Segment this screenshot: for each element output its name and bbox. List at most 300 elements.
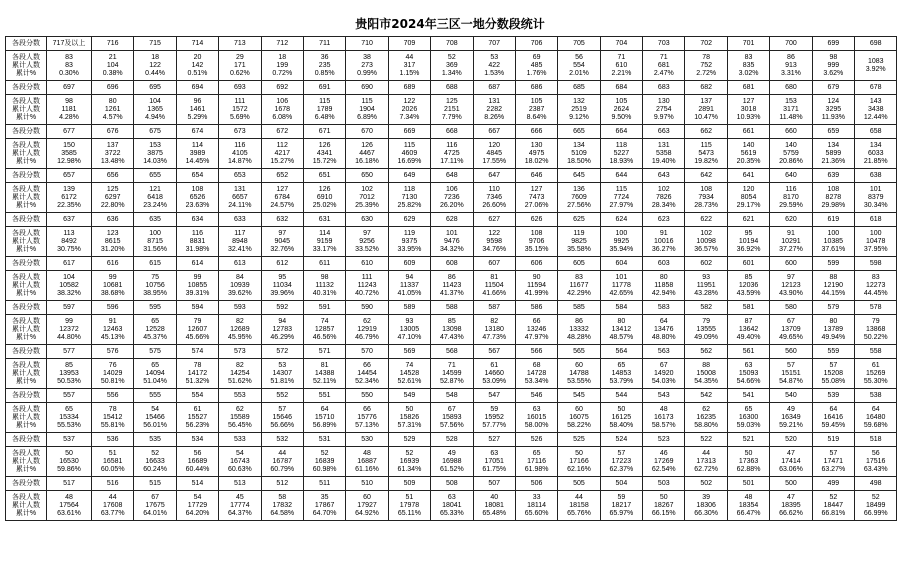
cumulative-value: 2754: [655, 105, 672, 113]
cumulative-value: 12190: [823, 281, 844, 289]
row-label-count: 各段人数: [12, 493, 40, 501]
data-cell: [855, 491, 897, 521]
cumulative-value: 16125: [611, 413, 632, 421]
count-value: 57: [278, 405, 287, 413]
cumulative-value: 13868: [865, 325, 886, 333]
count-value: 83: [65, 53, 73, 61]
score-cell: 514: [176, 477, 218, 491]
score-cell: 687: [473, 81, 515, 95]
count-value: 108: [827, 185, 840, 193]
score-cell: 683: [643, 81, 685, 95]
cumulative-value: 17675: [145, 501, 165, 509]
count-value: 91: [108, 317, 117, 325]
score-cell: 528: [431, 433, 473, 447]
cumulative-value: 8278: [825, 193, 842, 201]
cumulative-value: 554: [573, 61, 585, 69]
cumulative-value: 15334: [59, 413, 79, 421]
cumulative-value: 16530: [59, 457, 79, 465]
percent-value: 22.35%: [57, 201, 81, 209]
score-cell: 662: [685, 125, 727, 139]
cumulative-value: 3295: [825, 105, 842, 113]
count-value: 50: [617, 405, 626, 413]
percent-value: 0.72%: [272, 69, 293, 77]
percent-value: 36.27%: [651, 245, 676, 253]
count-value: 134: [827, 141, 840, 149]
data-cell: [855, 139, 897, 169]
percent-value: 25.39%: [355, 201, 379, 209]
data-cell: [92, 139, 134, 169]
score-cell: 696: [92, 81, 134, 95]
count-value: 88: [702, 361, 711, 369]
score-cell: 562: [685, 345, 727, 359]
cumulative-value: 13789: [823, 325, 844, 333]
data-cell: [855, 403, 897, 433]
score-cell: 599: [812, 257, 854, 271]
score-cell: 680: [770, 81, 812, 95]
cumulative-value: 16581: [102, 457, 123, 465]
score-cell: 628: [431, 213, 473, 227]
data-cell: [600, 227, 642, 257]
cumulative-value: 369: [445, 61, 458, 69]
cumulative-value: 913: [785, 61, 797, 69]
cumulative-value: 1789: [316, 105, 333, 113]
percent-value: 62.54%: [651, 465, 676, 473]
data-cell: [219, 315, 261, 345]
cumulative-value: 12857: [314, 325, 335, 333]
score-cell: 656: [92, 169, 134, 183]
count-value: 40: [490, 493, 499, 501]
cumulative-value: 4725: [444, 149, 460, 157]
count-value: 50: [659, 493, 668, 501]
percent-value: 46.56%: [312, 333, 337, 341]
score-cell: 706: [515, 37, 557, 51]
data-cell: [176, 183, 218, 213]
data-cell: [388, 95, 430, 125]
cumulative-value: 14029: [102, 369, 123, 377]
data-cell: [812, 139, 854, 169]
count-value: 48: [659, 405, 668, 413]
data-cell: [134, 183, 176, 213]
percent-value: 56.45%: [227, 421, 252, 429]
data-cell: [47, 51, 92, 81]
cumulative-value: 16939: [399, 457, 420, 465]
count-value: 101: [869, 185, 882, 193]
data-cell: [770, 51, 812, 81]
cumulative-value: 171: [234, 61, 246, 69]
percent-value: 21.85%: [863, 157, 888, 165]
data-row-labels: [6, 491, 47, 521]
count-value: 116: [234, 141, 246, 149]
data-cell: [47, 359, 92, 389]
cumulative-value: 14254: [230, 369, 250, 377]
data-cell: [855, 359, 897, 389]
percent-value: 65.33%: [439, 509, 464, 517]
score-row: [6, 257, 897, 271]
score-row-label: 各段分数: [6, 37, 47, 51]
cumulative-value: 15412: [102, 413, 123, 421]
score-cell: 517: [47, 477, 92, 491]
data-cell: [515, 227, 557, 257]
data-cell: [600, 315, 642, 345]
data-cell: [600, 271, 642, 301]
data-cell: [727, 359, 769, 389]
cumulative-value: 18041: [442, 501, 462, 509]
data-cell: [388, 447, 430, 477]
percent-value: 4.57%: [102, 113, 123, 121]
percent-value: 16.18%: [355, 157, 379, 165]
data-cell: [855, 95, 897, 125]
cumulative-value: 15589: [230, 413, 250, 421]
count-value: 127: [742, 97, 755, 105]
count-value: 65: [744, 405, 753, 413]
cumulative-value: 5619: [740, 149, 757, 157]
percent-value: 9.50%: [611, 113, 632, 121]
score-cell: 591: [303, 301, 345, 315]
percent-value: 64.37%: [227, 509, 252, 517]
score-cell: 525: [558, 433, 600, 447]
row-label-pct: 累计%: [15, 289, 37, 297]
score-cell: 505: [558, 477, 600, 491]
percent-value: 3.31%: [781, 69, 801, 77]
data-cell: [303, 491, 345, 521]
percent-value: 47.97%: [524, 333, 549, 341]
score-cell: 642: [685, 169, 727, 183]
percent-value: 58.40%: [609, 421, 634, 429]
data-cell: [473, 491, 515, 521]
score-cell: 664: [600, 125, 642, 139]
score-cell: 558: [855, 345, 897, 359]
score-cell: 671: [303, 125, 345, 139]
count-value: 63: [490, 449, 499, 457]
count-value: 57: [787, 361, 795, 369]
data-cell: [388, 139, 430, 169]
score-cell: 524: [600, 433, 642, 447]
percent-value: 6.89%: [357, 113, 377, 121]
cumulative-value: 6172: [61, 193, 77, 201]
data-row-labels: [6, 139, 47, 169]
score-cell: 582: [685, 301, 727, 315]
count-value: 58: [278, 493, 287, 501]
data-cell: [770, 403, 812, 433]
count-value: 120: [488, 141, 501, 149]
count-value: 57: [829, 449, 838, 457]
data-cell: [431, 139, 473, 169]
cumulative-value: 15208: [823, 369, 844, 377]
score-cell: 498: [855, 477, 897, 491]
cumulative-value: 15527: [187, 413, 208, 421]
row-label-count: 各段人数: [12, 273, 40, 281]
data-cell: [515, 139, 557, 169]
data-cell: [727, 315, 769, 345]
percent-value: 56.23%: [185, 421, 210, 429]
data-cell: [431, 227, 473, 257]
cumulative-value: 15151: [781, 369, 801, 377]
percent-value: 57.56%: [439, 421, 464, 429]
row-label-count: 各段人数: [12, 405, 40, 413]
score-row-label: 各段分数: [6, 125, 47, 139]
percent-value: 65.11%: [397, 509, 422, 517]
count-value: 82: [490, 317, 499, 325]
count-value: 118: [403, 185, 416, 193]
percent-value: 52.34%: [355, 377, 379, 385]
percent-value: 24.57%: [270, 201, 295, 209]
cumulative-value: 15008: [696, 369, 716, 377]
count-value: 46: [659, 449, 668, 457]
score-cell: 623: [643, 213, 685, 227]
data-cell: [388, 227, 430, 257]
cumulative-value: 13246: [526, 325, 547, 333]
count-value: 98: [320, 273, 329, 281]
count-value: 98: [65, 97, 73, 105]
cumulative-value: 8170: [783, 193, 799, 201]
percent-value: 37.61%: [821, 245, 846, 253]
cumulative-value: 4609: [401, 149, 418, 157]
percent-value: 35.15%: [524, 245, 549, 253]
percent-value: 12.44%: [863, 113, 888, 121]
count-value: 71: [659, 53, 668, 61]
row-label-cum: 累计人数: [12, 325, 40, 333]
cumulative-value: 6657: [232, 193, 248, 201]
score-cell: 632: [261, 213, 303, 227]
data-cell: [303, 227, 345, 257]
cumulative-value: 4467: [359, 149, 375, 157]
score-cell: 636: [92, 213, 134, 227]
data-cell: [219, 403, 261, 433]
data-cell: [855, 447, 897, 477]
percent-value: 39.96%: [270, 289, 295, 297]
percent-value: 26.60%: [482, 201, 507, 209]
score-cell: 669: [388, 125, 430, 139]
row-label-pct: 累计%: [15, 113, 37, 121]
percent-value: 45.37%: [143, 333, 167, 341]
cumulative-value: 12372: [59, 325, 79, 333]
score-cell: 692: [261, 81, 303, 95]
score-cell: 520: [770, 433, 812, 447]
count-value: 110: [488, 185, 500, 193]
percent-value: 27.56%: [567, 201, 591, 209]
data-cell: [431, 359, 473, 389]
percent-value: 56.89%: [312, 421, 337, 429]
count-value: 108: [191, 185, 204, 193]
cumulative-value: 4845: [486, 149, 502, 157]
cumulative-value: 9045: [274, 237, 291, 245]
percent-value: 64.01%: [143, 509, 167, 517]
score-cell: 711: [303, 37, 345, 51]
score-cell: 698: [855, 37, 897, 51]
data-row-labels: [6, 315, 47, 345]
percent-value: 46.79%: [355, 333, 379, 341]
count-value: 44: [702, 449, 711, 457]
count-value: 81: [490, 273, 499, 281]
score-cell: 674: [176, 125, 218, 139]
count-value: 122: [488, 229, 501, 237]
cumulative-value: 9706: [528, 237, 545, 245]
cumulative-value: 6297: [104, 193, 121, 201]
cumulative-value: 2624: [613, 105, 630, 113]
percent-value: 50.81%: [100, 377, 125, 385]
score-cell: 535: [134, 433, 176, 447]
count-value: 117: [234, 229, 246, 237]
percent-value: 60.44%: [185, 465, 210, 473]
percent-value: 33.17%: [312, 245, 337, 253]
count-value: 48: [363, 449, 371, 457]
cumulative-value: 104: [106, 61, 119, 69]
percent-value: 2.21%: [611, 69, 632, 77]
data-cell: [176, 227, 218, 257]
cumulative-value: 17051: [484, 457, 504, 465]
data-cell: [473, 447, 515, 477]
score-row-label: 各段分数: [6, 213, 47, 227]
cumulative-value: 15710: [314, 413, 335, 421]
score-cell: 618: [855, 213, 897, 227]
percent-value: 63.61%: [57, 509, 81, 517]
cumulative-value: 11337: [399, 281, 419, 289]
cumulative-value: 3585: [61, 149, 77, 157]
cumulative-value: 18114: [527, 501, 547, 509]
data-cell: [134, 227, 176, 257]
percent-value: 11.93%: [821, 113, 845, 121]
percent-value: 58.22%: [567, 421, 591, 429]
score-distribution-table: [5, 36, 897, 521]
data-cell: [685, 227, 727, 257]
count-value: 100: [827, 229, 840, 237]
count-value: 100: [869, 229, 882, 237]
score-cell: 597: [47, 301, 92, 315]
count-value: 122: [403, 97, 416, 105]
percent-value: 20.86%: [779, 157, 803, 165]
count-value: 53: [278, 361, 287, 369]
data-cell: [727, 139, 769, 169]
count-value: 130: [530, 141, 543, 149]
cumulative-value: 6418: [147, 193, 163, 201]
count-value: 44: [108, 493, 117, 501]
score-cell: 651: [303, 169, 345, 183]
score-cell: 661: [727, 125, 769, 139]
count-value: 60: [575, 361, 583, 369]
score-cell: 705: [558, 37, 600, 51]
count-value: 153: [785, 97, 797, 105]
count-value: 153: [149, 141, 161, 149]
score-cell: 717及以上: [47, 37, 92, 51]
cumulative-value: 12919: [357, 325, 377, 333]
count-value: 104: [149, 97, 161, 105]
score-cell: 538: [855, 389, 897, 403]
data-row: [6, 51, 897, 81]
data-cell: [92, 183, 134, 213]
score-cell: 500: [770, 477, 812, 491]
percent-value: 62.16%: [567, 465, 591, 473]
score-cell: 499: [812, 477, 854, 491]
count-value: 104: [63, 273, 75, 281]
count-value: 96: [193, 97, 202, 105]
cumulative-value: 10385: [823, 237, 844, 245]
count-value: 79: [193, 317, 202, 325]
data-cell: [176, 491, 218, 521]
cumulative-value: 16988: [442, 457, 462, 465]
data-cell: [727, 227, 769, 257]
score-cell: 700: [770, 37, 812, 51]
count-value: 64: [320, 405, 329, 413]
data-cell: [600, 447, 642, 477]
percent-value: 45.95%: [227, 333, 252, 341]
data-cell: [600, 51, 642, 81]
count-value: 102: [361, 185, 373, 193]
data-cell: [685, 95, 727, 125]
count-value: 50: [65, 449, 73, 457]
cumulative-value: 17269: [654, 457, 674, 465]
cumulative-value: 7012: [359, 193, 375, 201]
score-cell: 703: [643, 37, 685, 51]
row-label-count: 各段人数: [12, 141, 40, 149]
percent-value: 39.31%: [185, 289, 210, 297]
data-row-labels: [6, 359, 47, 389]
score-cell: 643: [643, 169, 685, 183]
data-cell: [176, 95, 218, 125]
score-cell: 602: [685, 257, 727, 271]
score-cell: 694: [176, 81, 218, 95]
row-label-cum: 累计人数: [12, 413, 40, 421]
count-value: 50: [405, 405, 414, 413]
cumulative-value: 15466: [145, 413, 165, 421]
data-cell: [92, 271, 134, 301]
percent-value: 57.13%: [355, 421, 379, 429]
score-cell: 716: [92, 37, 134, 51]
count-value: 36: [320, 53, 329, 61]
score-cell: 699: [812, 37, 854, 51]
cumulative-value: 17313: [696, 457, 716, 465]
score-row-label: 各段分数: [6, 345, 47, 359]
data-cell: [473, 359, 515, 389]
data-cell: [600, 139, 642, 169]
data-cell: [303, 447, 345, 477]
cumulative-value: 15093: [738, 369, 759, 377]
percent-value: 64.70%: [312, 509, 337, 517]
count-value: 61: [871, 361, 880, 369]
count-value: 99: [65, 317, 73, 325]
score-cell: 657: [47, 169, 92, 183]
score-cell: 665: [558, 125, 600, 139]
score-cell: 704: [600, 37, 642, 51]
data-cell: [812, 227, 854, 257]
cumulative-value: 2891: [698, 105, 714, 113]
score-cell: 559: [812, 345, 854, 359]
cumulative-value: 610: [615, 61, 628, 69]
cumulative-value: 14660: [484, 369, 504, 377]
count-value: 51: [405, 493, 414, 501]
percent-value: 62.37%: [609, 465, 634, 473]
cumulative-value: 4341: [316, 149, 333, 157]
score-cell: 581: [727, 301, 769, 315]
data-cell: [643, 227, 685, 257]
count-value: 79: [702, 317, 711, 325]
data-cell: [176, 139, 218, 169]
score-row-label: 各段分数: [6, 257, 47, 271]
score-cell: 646: [515, 169, 557, 183]
cumulative-value: 1261: [104, 105, 121, 113]
score-cell: 594: [176, 301, 218, 315]
percent-value: 60.05%: [100, 465, 125, 473]
count-value: 85: [447, 317, 456, 325]
percent-value: 43.28%: [694, 289, 719, 297]
data-cell: [219, 491, 261, 521]
percent-value: 51.04%: [143, 377, 167, 385]
data-cell: [515, 315, 557, 345]
score-cell: 537: [47, 433, 92, 447]
score-cell: 511: [303, 477, 345, 491]
score-cell: 668: [431, 125, 473, 139]
data-cell: [812, 403, 854, 433]
score-cell: 503: [643, 477, 685, 491]
